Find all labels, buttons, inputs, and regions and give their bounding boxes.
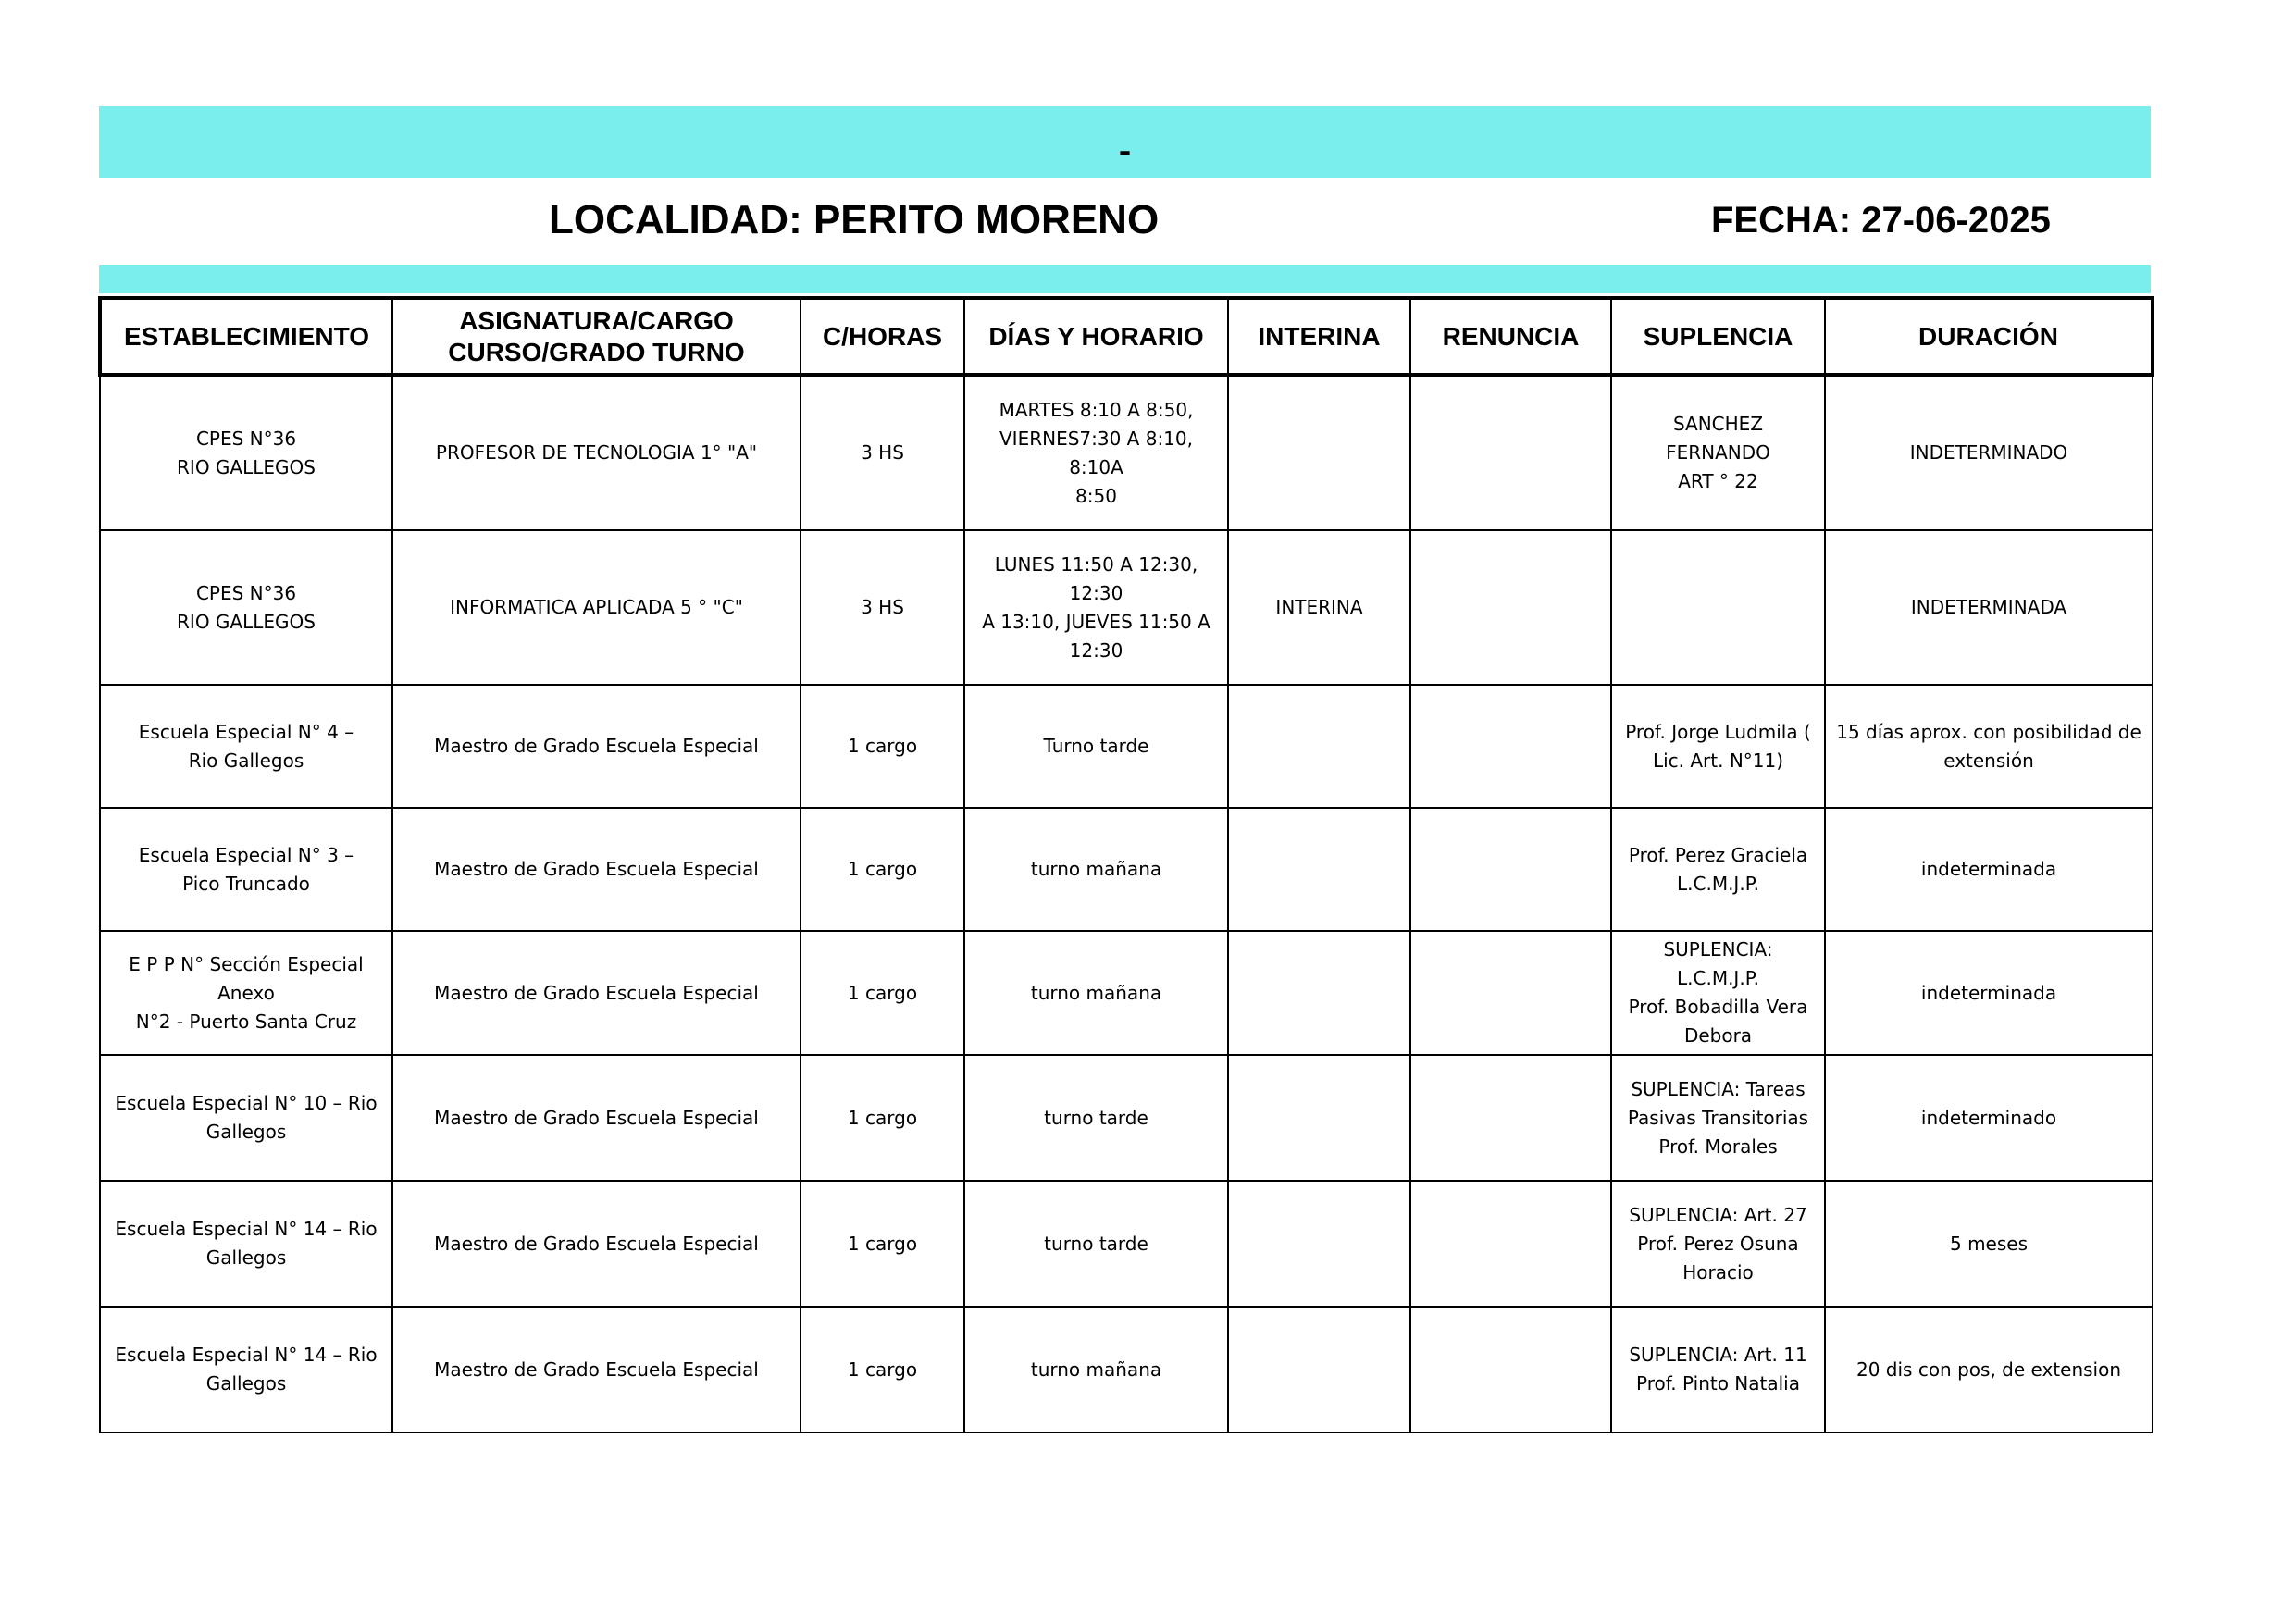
cell-interina: [1228, 1055, 1410, 1181]
cell-asignatura: INFORMATICA APLICADA 5 ° "C": [392, 530, 800, 685]
vacancies-table: [98, 296, 2154, 1433]
cell-horas: 1 cargo: [800, 1181, 964, 1307]
cell-establecimiento: E P P N° Sección Especial Anexo N°2 - Puerto Santa Cruz: [100, 931, 392, 1055]
table-header-row: [100, 298, 2153, 375]
cell-establecimiento: CPES N°36 RIO GALLEGOS: [100, 375, 392, 530]
cell-horas: 3 HS: [800, 375, 964, 530]
header-band-bottom: [99, 265, 2151, 293]
cell-horas: 1 cargo: [800, 1055, 964, 1181]
table-row: [100, 530, 2153, 685]
cell-interina: INTERINA: [1228, 530, 1410, 685]
cell-interina: [1228, 1307, 1410, 1432]
cell-establecimiento: Escuela Especial N° 14 – Rio Gallegos: [100, 1307, 392, 1432]
cell-suplencia: SUPLENCIA: Tareas Pasivas Transitorias Prof. Morales: [1611, 1055, 1825, 1181]
col-header-duracion: DURACIÓN: [1825, 298, 2153, 375]
cell-asignatura: Maestro de Grado Escuela Especial: [392, 1181, 800, 1307]
cell-duracion: indeterminada: [1825, 808, 2153, 931]
cell-horas: 1 cargo: [800, 685, 964, 808]
table-row: [100, 375, 2153, 530]
cell-interina: [1228, 685, 1410, 808]
cell-interina: [1228, 931, 1410, 1055]
cell-dias: turno mañana: [964, 808, 1228, 931]
cell-interina: [1228, 1181, 1410, 1307]
cell-suplencia: Prof. Perez Graciela L.C.M.J.P.: [1611, 808, 1825, 931]
cell-asignatura: Maestro de Grado Escuela Especial: [392, 685, 800, 808]
cell-suplencia: SUPLENCIA: Art. 27 Prof. Perez Osuna Horacio: [1611, 1181, 1825, 1307]
cell-establecimiento: Escuela Especial N° 3 – Pico Truncado: [100, 808, 392, 931]
cell-duracion: 5 meses: [1825, 1181, 2153, 1307]
table-row: [100, 1181, 2153, 1307]
table-row: [100, 931, 2153, 1055]
cell-interina: [1228, 808, 1410, 931]
cell-horas: 3 HS: [800, 530, 964, 685]
col-header-establecimiento: ESTABLECIMIENTO: [100, 298, 392, 375]
table-body: [100, 375, 2153, 1432]
col-header-horas: C/HORAS: [800, 298, 964, 375]
cell-renuncia: [1410, 808, 1611, 931]
cell-renuncia: [1410, 1307, 1611, 1432]
cell-horas: 1 cargo: [800, 1307, 964, 1432]
cell-horas: 1 cargo: [800, 808, 964, 931]
cell-dias: turno mañana: [964, 1307, 1228, 1432]
cell-asignatura: PROFESOR DE TECNOLOGIA 1° "A": [392, 375, 800, 530]
table-row: [100, 1307, 2153, 1432]
cell-interina: [1228, 375, 1410, 530]
col-header-interina: INTERINA: [1228, 298, 1410, 375]
cell-suplencia: SANCHEZ FERNANDO ART ° 22: [1611, 375, 1825, 530]
header-dash: -: [1118, 130, 1132, 171]
fecha-title: FECHA: 27-06-2025: [1711, 200, 2051, 241]
cell-dias: turno tarde: [964, 1055, 1228, 1181]
table-row: [100, 685, 2153, 808]
cell-renuncia: [1410, 685, 1611, 808]
table-row: [100, 1055, 2153, 1181]
cell-dias: MARTES 8:10 A 8:50, VIERNES7:30 A 8:10, 8:10A 8:50: [964, 375, 1228, 530]
cell-renuncia: [1410, 931, 1611, 1055]
cell-establecimiento: Escuela Especial N° 10 – Rio Gallegos: [100, 1055, 392, 1181]
cell-suplencia: SUPLENCIA: Art. 11 Prof. Pinto Natalia: [1611, 1307, 1825, 1432]
cell-renuncia: [1410, 1055, 1611, 1181]
cell-duracion: INDETERMINADO: [1825, 375, 2153, 530]
cell-dias: LUNES 11:50 A 12:30, 12:30 A 13:10, JUEVES 11:50 A 12:30: [964, 530, 1228, 685]
cell-establecimiento: Escuela Especial N° 4 – Rio Gallegos: [100, 685, 392, 808]
cell-suplencia: Prof. Jorge Ludmila ( Lic. Art. N°11): [1611, 685, 1825, 808]
title-row: [99, 185, 2151, 257]
cell-duracion: indeterminada: [1825, 931, 2153, 1055]
cell-duracion: 15 días aprox. con posibilidad de extensión: [1825, 685, 2153, 808]
cell-establecimiento: Escuela Especial N° 14 – Rio Gallegos: [100, 1181, 392, 1307]
cell-duracion: INDETERMINADA: [1825, 530, 2153, 685]
cell-renuncia: [1410, 1181, 1611, 1307]
cell-asignatura: Maestro de Grado Escuela Especial: [392, 931, 800, 1055]
header-band-top: [99, 106, 2151, 178]
table-row: [100, 808, 2153, 931]
cell-suplencia: SUPLENCIA: L.C.M.J.P. Prof. Bobadilla Vera Debora: [1611, 931, 1825, 1055]
cell-renuncia: [1410, 375, 1611, 530]
cell-establecimiento: CPES N°36 RIO GALLEGOS: [100, 530, 392, 685]
cell-suplencia: [1611, 530, 1825, 685]
cell-dias: Turno tarde: [964, 685, 1228, 808]
col-header-dias: DÍAS Y HORARIO: [964, 298, 1228, 375]
cell-duracion: 20 dis con pos, de extension: [1825, 1307, 2153, 1432]
cell-horas: 1 cargo: [800, 931, 964, 1055]
localidad-title: LOCALIDAD: PERITO MORENO: [549, 197, 1160, 242]
cell-asignatura: Maestro de Grado Escuela Especial: [392, 808, 800, 931]
cell-asignatura: Maestro de Grado Escuela Especial: [392, 1307, 800, 1432]
cell-dias: turno tarde: [964, 1181, 1228, 1307]
cell-dias: turno mañana: [964, 931, 1228, 1055]
cell-duracion: indeterminado: [1825, 1055, 2153, 1181]
col-header-suplencia: SUPLENCIA: [1611, 298, 1825, 375]
col-header-asignatura: ASIGNATURA/CARGO CURSO/GRADO TURNO: [392, 298, 800, 375]
col-header-renuncia: RENUNCIA: [1410, 298, 1611, 375]
cell-renuncia: [1410, 530, 1611, 685]
cell-asignatura: Maestro de Grado Escuela Especial: [392, 1055, 800, 1181]
